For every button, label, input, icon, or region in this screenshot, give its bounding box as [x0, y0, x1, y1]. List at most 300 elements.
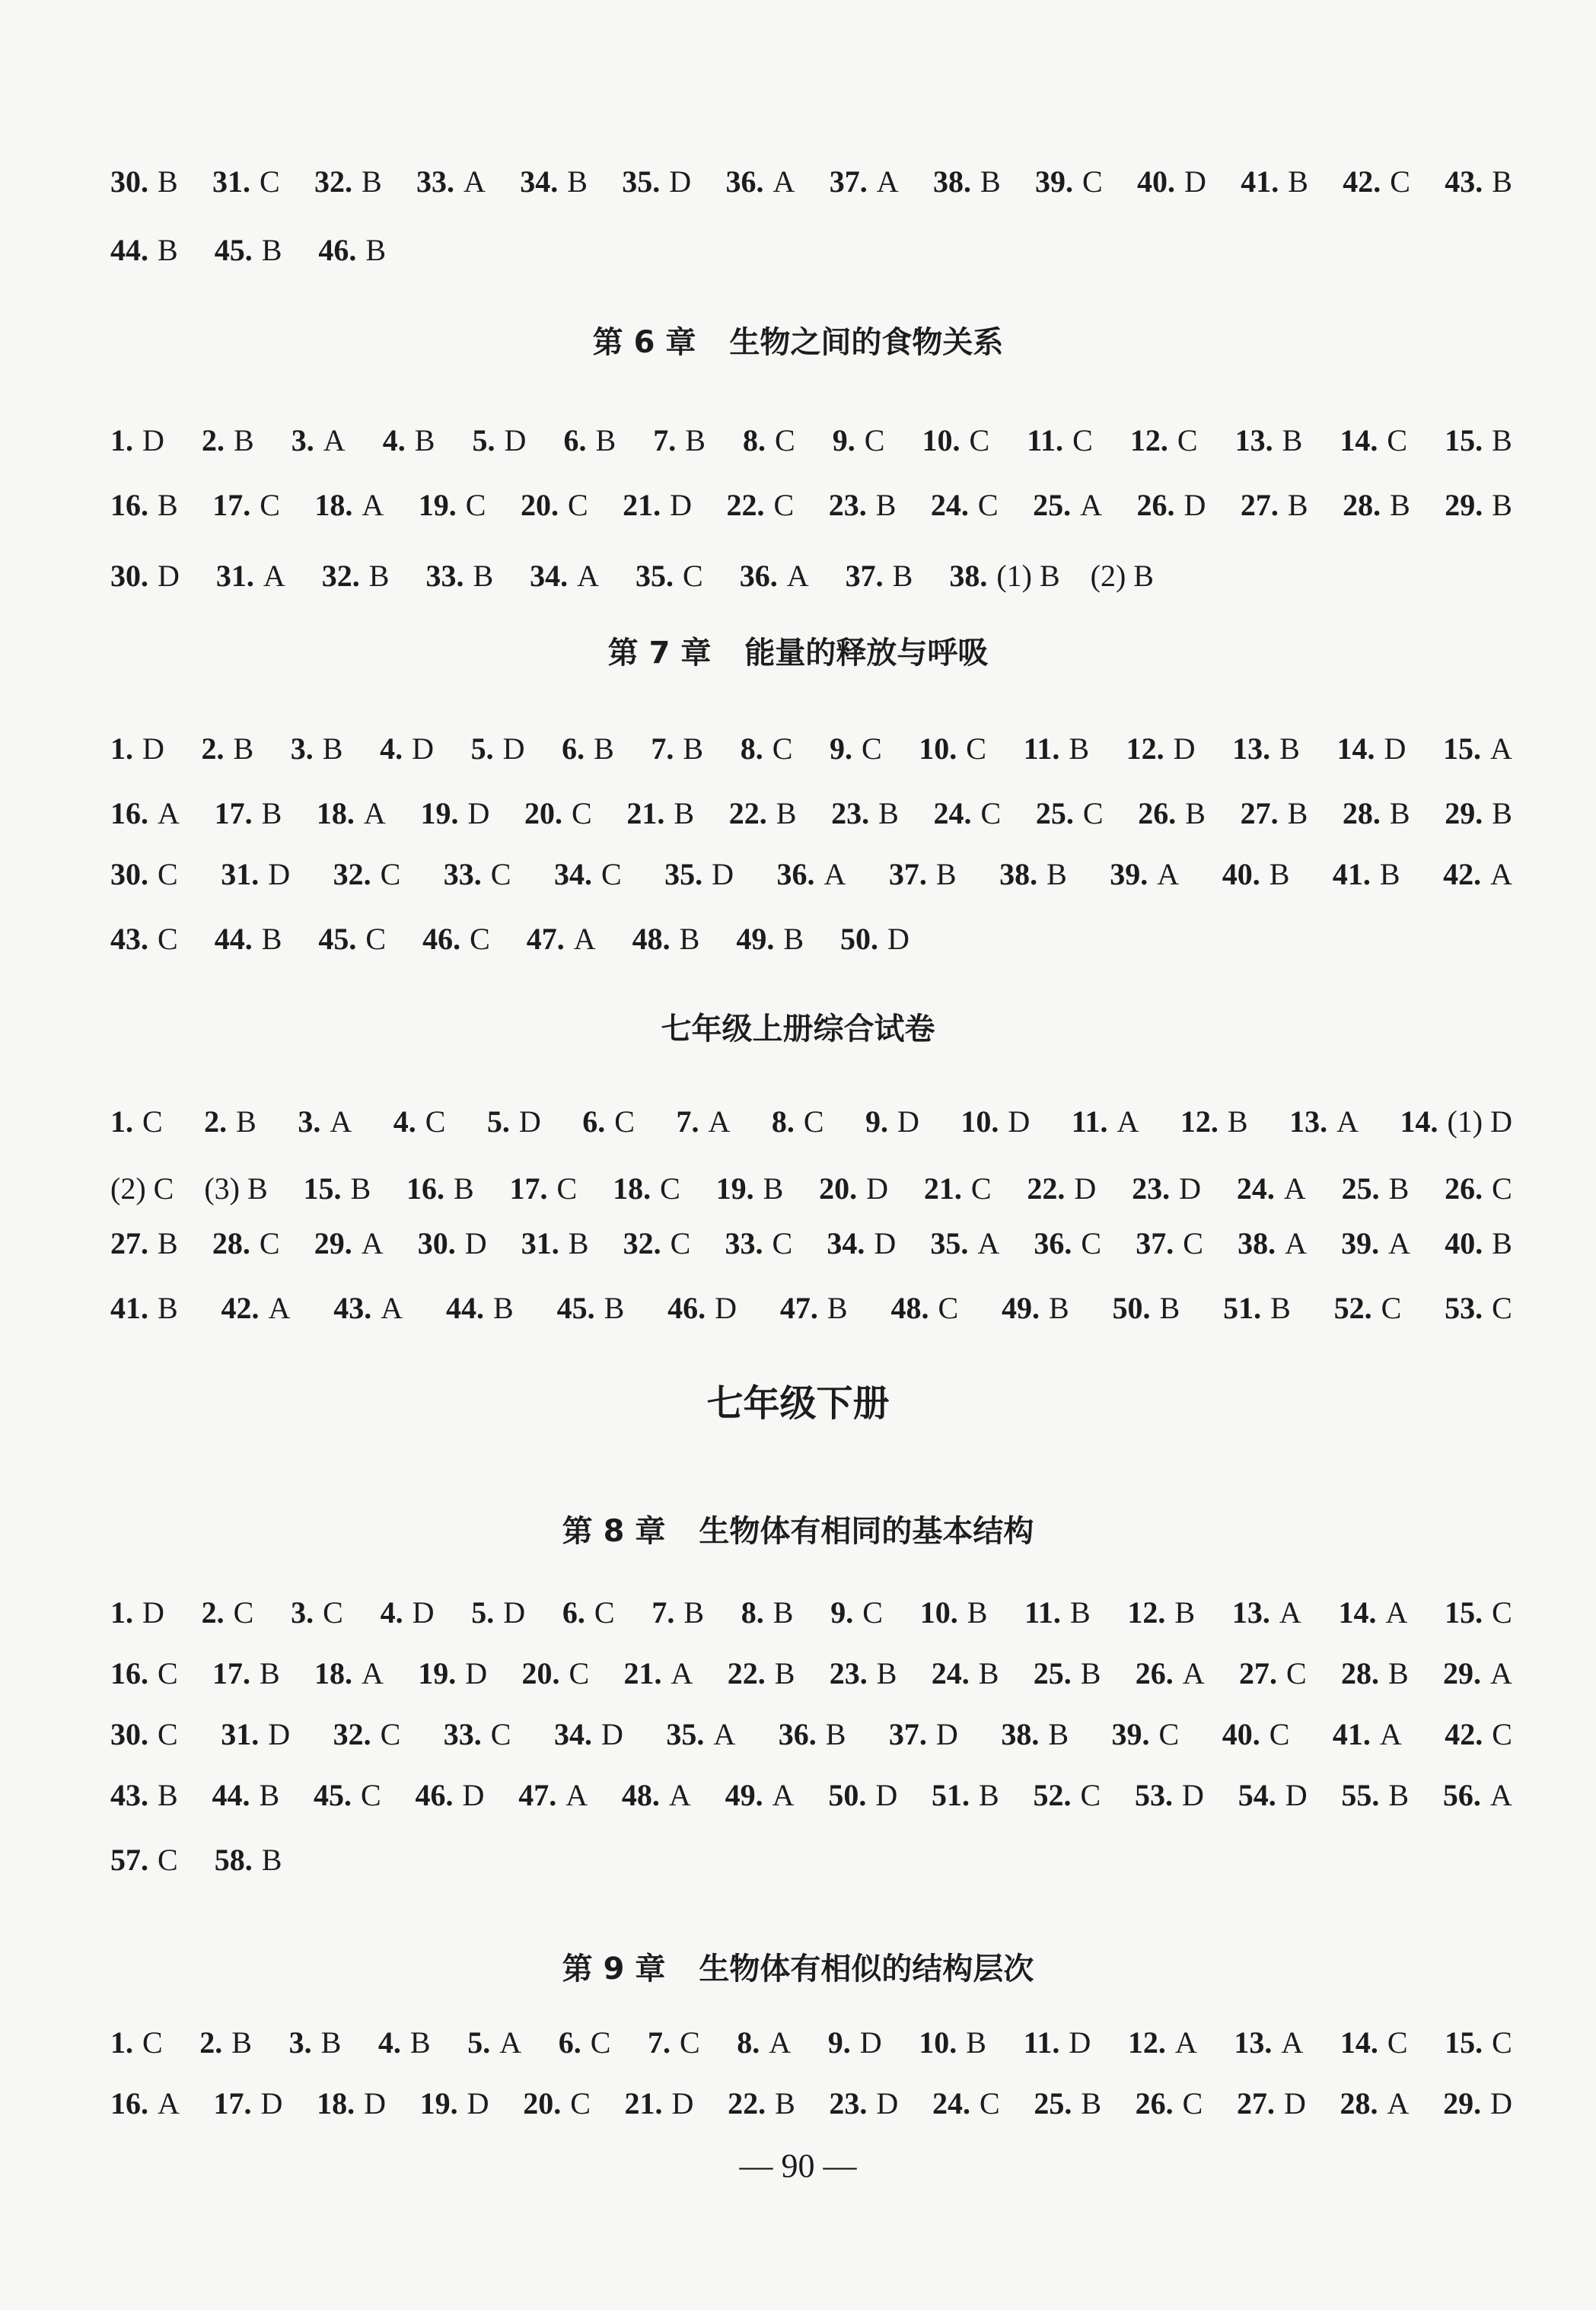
question-number: 36. [725, 164, 764, 199]
question-number: 45. [318, 922, 357, 956]
answer-choice: B [1288, 164, 1308, 199]
answer-item [318, 921, 386, 957]
question-number: 31. [521, 1226, 559, 1260]
answer-choice: C [567, 488, 588, 522]
answer-choice: B [679, 922, 700, 956]
answer-item [1443, 1655, 1512, 1691]
answer-choice: D [935, 1717, 958, 1751]
answer-choice: D [268, 857, 291, 891]
question-number: 31. [212, 164, 251, 199]
question-number: 8. [737, 2025, 760, 2060]
question-number: 32. [314, 164, 353, 199]
answer-choice: A [1285, 1226, 1307, 1260]
answer-item [651, 731, 703, 766]
answer-choice: B [1046, 857, 1067, 891]
answer-choice: B [825, 1717, 846, 1751]
answer-item [865, 1104, 919, 1139]
chapter-number: 第 6 章 [592, 325, 696, 360]
answer-item [221, 1716, 290, 1752]
answer-item [527, 921, 596, 957]
answer-line [110, 731, 1512, 766]
answer-item [1334, 1290, 1402, 1326]
answer-choice: A [1283, 1171, 1306, 1206]
question-number: 57. [110, 1843, 148, 1877]
question-number: 24. [931, 1656, 970, 1690]
question-number: 16. [406, 1171, 445, 1206]
answer-choice: C [233, 1595, 254, 1630]
answer-line [110, 1716, 1512, 1752]
answer-item [214, 2085, 283, 2121]
answer-choice: C [142, 1104, 163, 1139]
answer-choice: C [1183, 1226, 1203, 1260]
answer-item [110, 856, 178, 892]
question-number: 40. [1136, 164, 1175, 199]
question-number: 22. [727, 1656, 766, 1690]
answer-item [933, 795, 1001, 831]
answer-item [1336, 731, 1406, 766]
question-number: 1. [110, 423, 133, 457]
answer-item [1241, 487, 1308, 523]
question-number: 43. [110, 922, 148, 956]
answer-item [110, 1225, 178, 1261]
answer-choice: A [1281, 2025, 1304, 2060]
question-number: 28. [1342, 796, 1381, 830]
answer-choice: C [977, 488, 999, 522]
answer-item [676, 1104, 730, 1139]
answer-choice: C [425, 1104, 446, 1139]
answer-item [110, 1655, 178, 1691]
answer-choice: A [565, 1778, 588, 1812]
answer-choice: B [233, 731, 254, 766]
answer-item [333, 856, 401, 892]
answer-choice: B [1069, 1595, 1091, 1630]
answer-choice: D [887, 922, 909, 956]
question-number: 2. [201, 423, 225, 457]
answer-item [648, 2025, 700, 2060]
question-number: 30. [110, 1717, 148, 1751]
question-number: 31. [215, 559, 254, 593]
question-number: 52. [1333, 1291, 1372, 1325]
answer-choice: D [268, 1717, 291, 1751]
answer-choice: B [1492, 1226, 1512, 1260]
question-number: 27. [110, 1226, 148, 1260]
answer-choice: C [670, 1226, 691, 1260]
answer-item [920, 1595, 988, 1630]
answer-choice: B [236, 1104, 256, 1139]
question-number: 42. [221, 1291, 260, 1325]
answer-choice: B [878, 796, 899, 830]
question-number: 6. [562, 1595, 585, 1630]
answer-choice: B [261, 922, 282, 956]
answer-item [212, 164, 280, 199]
answer-choice: B [231, 2025, 252, 2060]
question-number: 26. [1138, 796, 1177, 830]
answer-choice: A [499, 2025, 522, 2060]
answer-choice: A [158, 796, 180, 830]
question-number: 4. [380, 731, 403, 766]
answer-item [444, 1716, 511, 1752]
answer-item [110, 2025, 163, 2060]
answer-item [1445, 2025, 1512, 2060]
question-number: 9. [830, 1595, 854, 1630]
answer-item [664, 856, 734, 892]
question-number: 20. [523, 2086, 562, 2120]
question-number: 27. [1237, 2086, 1275, 2120]
answer-choice: B [979, 1778, 999, 1812]
question-number: 28. [1343, 488, 1381, 522]
question-number: 14. [1338, 1595, 1377, 1630]
question-number: 15. [1445, 2025, 1483, 2060]
answer-line [110, 487, 1512, 523]
answer-item [1333, 1716, 1402, 1752]
answer-item [1340, 2085, 1410, 2121]
question-number: 36. [778, 1717, 817, 1751]
answer-choice: D [1284, 2086, 1306, 2120]
answer-item [1235, 422, 1303, 458]
question-number: 22. [1027, 1171, 1066, 1206]
answer-choice: C [1381, 1291, 1402, 1325]
answer-choice: C [158, 857, 178, 891]
answer-item [221, 856, 290, 892]
answer-item [728, 2085, 795, 2121]
answer-item [1341, 1655, 1409, 1691]
answer-item [1289, 1104, 1359, 1139]
answer-item [472, 422, 526, 458]
answer-choice: C [660, 1171, 680, 1206]
question-number: 1. [110, 1104, 133, 1139]
answer-choice: C [1072, 423, 1093, 457]
answer-item [779, 1716, 846, 1752]
answer-item [215, 921, 282, 957]
question-number: 14. [1400, 1104, 1438, 1139]
answer-item [333, 1290, 403, 1326]
answer-item [889, 856, 957, 892]
question-number: 17. [509, 1171, 548, 1206]
question-number: 33. [425, 559, 464, 593]
answer-item [378, 2025, 431, 2060]
answer-item [524, 795, 592, 831]
question-number: 35. [664, 857, 703, 891]
answer-choice: B [1492, 796, 1512, 830]
question-number: 37. [845, 559, 884, 593]
chapter-title: 生物体有相同的基本结构 [699, 1514, 1034, 1549]
answer-choice: C [773, 488, 795, 522]
answer-item [1342, 1171, 1410, 1206]
answer-choice: D [897, 1104, 919, 1139]
answer-item [1137, 164, 1206, 199]
question-number: 41. [1332, 1717, 1371, 1751]
answer-choice: D [503, 1595, 526, 1630]
answer-choice: A [1388, 1226, 1411, 1260]
question-number: 42. [1445, 1717, 1483, 1751]
question-number: 37. [1136, 1226, 1174, 1260]
answer-item [418, 1655, 487, 1691]
question-number: 16. [110, 2086, 148, 2120]
question-number: 2. [201, 1595, 225, 1630]
question-number: 4. [377, 2025, 401, 2060]
question-number: 15. [1445, 1595, 1483, 1630]
question-number: 13. [1234, 2025, 1273, 2060]
question-number: 12. [1127, 1595, 1166, 1630]
question-number: 32. [321, 559, 360, 593]
answer-choice: B [1270, 1291, 1291, 1325]
question-number: 18. [317, 2086, 355, 2120]
answer-choice: B [1492, 164, 1512, 199]
answer-choice: C [1492, 1171, 1512, 1206]
answer-item [1241, 795, 1308, 831]
answer-choice: B [1048, 1291, 1069, 1325]
answer-item [1234, 2025, 1303, 2060]
question-number: 19. [420, 796, 459, 830]
question-number: 52. [1033, 1778, 1072, 1812]
question-number: 48. [621, 1778, 660, 1812]
answer-item [924, 1171, 992, 1206]
answer-item [737, 2025, 791, 2060]
answer-item [960, 1104, 1030, 1139]
answer-choice: A [573, 922, 596, 956]
question-number: 41. [1332, 857, 1371, 891]
answer-item [1132, 1171, 1201, 1206]
answer-choice: C [158, 922, 178, 956]
answer-item [890, 1290, 958, 1326]
answer-choice: C [259, 1226, 280, 1260]
question-number: 54. [1238, 1778, 1276, 1812]
question-number: 30. [417, 1226, 456, 1260]
question-number: 21. [623, 1656, 662, 1690]
answer-item [291, 1595, 343, 1630]
answer-item [314, 164, 382, 199]
answer-item [831, 795, 899, 831]
answer-item [110, 795, 180, 831]
answer-choice: B [966, 2025, 986, 2060]
answer-choice: D [671, 2086, 694, 2120]
answer-choice: C [600, 857, 622, 891]
answer-choice: B [1287, 796, 1308, 830]
answer-item [651, 1595, 704, 1630]
question-number: 50. [828, 1778, 867, 1812]
answer-item [1126, 731, 1196, 766]
answer-item [212, 1655, 280, 1691]
answer-choice: D [465, 1656, 488, 1690]
answer-item [889, 1716, 958, 1752]
answer-choice: C [365, 922, 387, 956]
question-number: 21. [623, 488, 661, 522]
question-number: 40. [1222, 857, 1260, 891]
answer-item [930, 1225, 999, 1261]
question-number: 17. [212, 1656, 251, 1690]
question-number: 38. [1001, 1717, 1040, 1751]
answer-choice: C [1177, 423, 1198, 457]
answer-item [317, 2085, 386, 2121]
question-number: 40. [1445, 1226, 1483, 1260]
question-number: 46. [318, 233, 357, 267]
answer-item [110, 2085, 180, 2121]
answer-choice: C [590, 2025, 611, 2060]
answer-item [1136, 487, 1206, 523]
question-number: 37. [829, 164, 868, 199]
answer-item [1339, 1595, 1408, 1630]
answer-choice: C [803, 1104, 824, 1139]
answer-item [932, 1777, 999, 1813]
question-number: 13. [1234, 423, 1273, 457]
answer-choice: B [674, 796, 695, 830]
answer-choice: C [979, 2086, 1000, 2120]
answer-choice: C [1269, 1717, 1290, 1751]
answer-choice: A [1489, 731, 1512, 766]
answer-item [202, 422, 254, 458]
question-number: 33. [443, 857, 482, 891]
answer-item [393, 1104, 446, 1139]
question-number: 5. [472, 423, 495, 457]
answer-item [425, 558, 493, 594]
answer-choice: A [1490, 857, 1512, 891]
answer-item [1024, 2025, 1091, 2060]
answer-choice: A [381, 1291, 403, 1325]
answer-item [212, 487, 280, 523]
answer-choice: B [1174, 1595, 1196, 1630]
answer-choice: D [142, 1595, 164, 1630]
question-number: 41. [110, 1291, 148, 1325]
answer-choice: D [1182, 1778, 1204, 1812]
question-number: 15. [303, 1171, 342, 1206]
question-number: 34. [530, 559, 569, 593]
question-number: 42. [1443, 857, 1482, 891]
answer-choice: A [1379, 1717, 1402, 1751]
answer-item [728, 1655, 795, 1691]
answer-item [1135, 1777, 1204, 1813]
answer-choice: B [685, 423, 706, 457]
answer-item [625, 2085, 694, 2121]
question-number: 38. [999, 857, 1038, 891]
answer-item [422, 921, 490, 957]
answer-item [1130, 422, 1198, 458]
question-number: 23. [831, 796, 870, 830]
question-number: 36. [1034, 1226, 1072, 1260]
answer-item [1400, 1104, 1512, 1139]
answer-item [521, 1225, 589, 1261]
answer-item [1445, 795, 1512, 831]
question-number: 6. [563, 423, 587, 457]
answer-line [110, 422, 1512, 458]
answer-item [1340, 2025, 1408, 2060]
chapter-title: 生物体有相似的结构层次 [699, 1952, 1034, 1987]
question-number: 35. [622, 164, 661, 199]
answer-choice: D [1074, 1171, 1097, 1206]
answer-choice: D [142, 423, 164, 457]
answer-item [563, 422, 616, 458]
answer-choice: C [1390, 164, 1410, 199]
answer-choice: A [668, 1778, 691, 1812]
question-number: 25. [1033, 488, 1072, 522]
answer-item [626, 795, 694, 831]
answer-item [562, 731, 614, 766]
question-number: 26. [1135, 1656, 1174, 1690]
answer-choice: B [365, 233, 387, 267]
answer-choice: B [158, 164, 178, 199]
question-number: 21. [624, 2086, 663, 2120]
question-number: 40. [1222, 1717, 1260, 1751]
answer-choice: B [1080, 1656, 1101, 1690]
question-number: 19. [418, 488, 457, 522]
question-number: 29. [1443, 2086, 1482, 2120]
answer-choice: C [1387, 423, 1408, 457]
answer-choice: A [1117, 1104, 1139, 1139]
answer-item [741, 731, 793, 766]
answer-choice: A [323, 423, 346, 457]
question-number: 30. [110, 559, 148, 593]
answer-item [632, 921, 700, 957]
question-number: 28. [1341, 1656, 1379, 1690]
question-number: 41. [1241, 164, 1279, 199]
question-number: 33. [416, 164, 455, 199]
answer-choice: B [980, 164, 1001, 199]
answer-choice: B [1069, 731, 1090, 766]
answer-choice: C [938, 1291, 959, 1325]
question-number: 44. [212, 1778, 250, 1812]
answer-choice: B [1081, 2086, 1101, 2120]
question-number: 1. [110, 2025, 133, 2060]
answer-item [520, 164, 588, 199]
question-number: 35. [666, 1717, 705, 1751]
question-number: 17. [214, 796, 253, 830]
answer-choice: B [362, 164, 382, 199]
question-number: 18. [314, 488, 353, 522]
answer-choice: B [1279, 731, 1300, 766]
chapter-number: 第 9 章 [562, 1952, 666, 1987]
answer-item [623, 1655, 693, 1691]
answer-choice: B [158, 1291, 178, 1325]
answer-choice: C [361, 1778, 381, 1812]
question-number: 20. [520, 488, 559, 522]
answer-choice: B [978, 1656, 999, 1690]
question-number: 35. [636, 559, 674, 593]
answer-item [933, 164, 1001, 199]
answer-choice: C [465, 488, 486, 522]
question-number: 37. [888, 1717, 927, 1751]
question-number: 9. [832, 423, 855, 457]
answer-choice: A [1490, 1656, 1512, 1690]
answer-line [110, 1777, 1512, 1813]
answer-item [1443, 731, 1512, 766]
question-number: 10. [919, 1595, 958, 1630]
answer-item [829, 2085, 898, 2121]
answer-choice: C [490, 857, 511, 891]
question-number: 26. [1445, 1171, 1483, 1206]
question-number: 31. [221, 1717, 260, 1751]
question-number: 19. [715, 1171, 754, 1206]
answer-item [110, 1842, 178, 1878]
answer-item [623, 1225, 691, 1261]
answer-item [622, 1777, 691, 1813]
answer-choice: B [322, 731, 343, 766]
answer-item [554, 856, 622, 892]
answer-item [216, 558, 285, 594]
answer-choice: B [1388, 1171, 1410, 1206]
answer-choice: D [669, 164, 692, 199]
answer-item [828, 1777, 897, 1813]
answer-choice: C [862, 1595, 883, 1630]
answer-choice: A [577, 559, 600, 593]
answer-item [1180, 1104, 1248, 1139]
answer-choice: D [142, 731, 164, 766]
answer-item [1343, 164, 1410, 199]
answer-item [110, 232, 178, 268]
question-number: 47. [779, 1291, 818, 1325]
answer-item [289, 2025, 342, 2060]
question-number: 9. [829, 731, 852, 766]
answer-item [314, 1777, 381, 1813]
question-number: 23. [829, 1656, 868, 1690]
